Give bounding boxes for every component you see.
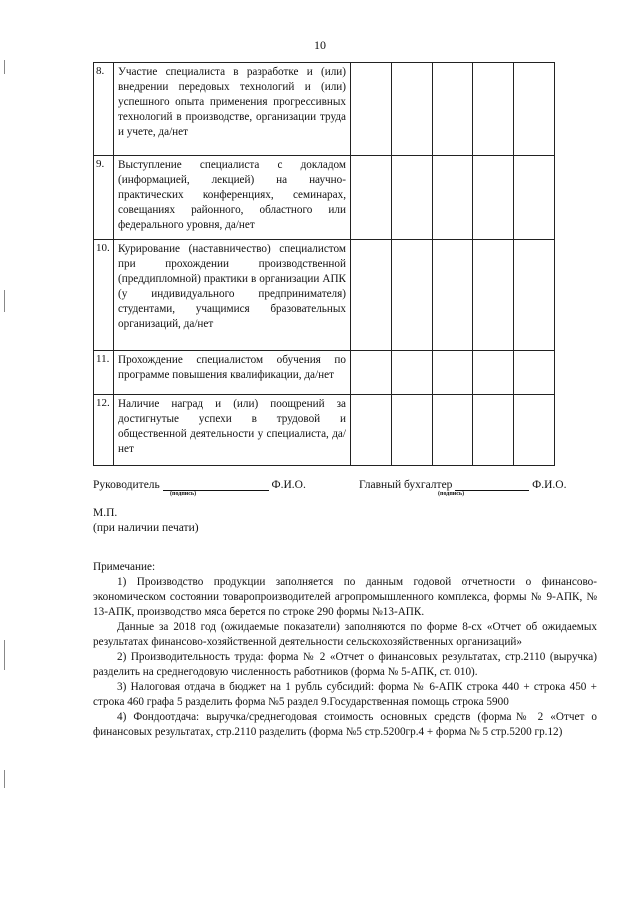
value-cell: [473, 156, 514, 240]
criterion-text: Прохождение специалистом обучения по программе повышения квалификации, да/нет: [114, 351, 351, 395]
value-cell: [473, 63, 514, 156]
table-row: [94, 240, 555, 351]
page-number: 10: [314, 38, 326, 52]
note-item: Данные за 2018 год (ожидаемые показатели) заполняются по форме 8-сх «Отчет об ожидаемых результатах финансово-хозяйственной деятельности сельскохозяйственных организаций»: [93, 621, 597, 648]
accountant-signature-block: [359, 478, 567, 491]
note-item: 2) Производительность труда: форма № 2 «Отчет о финансовых результатах, стр.2110 (выручка) разделить на среднегодовую численность работников (форма № 5-АПК, ст. 010).: [93, 651, 597, 678]
value-cell: [432, 156, 473, 240]
head-label: Руководитель: [93, 479, 160, 491]
value-cell: [514, 395, 555, 466]
table-row: [94, 351, 555, 395]
value-cell: [351, 240, 392, 351]
accountant-signature-hint: (подпись): [438, 491, 465, 497]
value-cell: [391, 156, 432, 240]
criterion-text: Курирование (наставничество) специалистом при прохождении производственной (преддипломной) практики в организации АПК (у индивидуального предпринимателя) студентами, учащимися бразовательных организаций, да/нет: [114, 240, 351, 351]
note-item: 1) Производство продукции заполняется по данным годовой отчетности о финансово-экономическом состоянии товаропроизводителей агропромышленного комплекса, формы № 9-АПК, № 13-АПК, производство мяса берется по строке 290 формы №13-АПК.: [93, 576, 597, 618]
table-row: [94, 156, 555, 240]
note-item: 3) Налоговая отдача в бюджет на 1 рубль субсидий: форма № 6-АПК строка 440 + строка 450 + строка 460 графа 5 разделить форма №5 раздел 9.Государственная помощь строка 5900: [93, 681, 597, 708]
table-row: [94, 395, 555, 466]
note-item: 4) Фондоотдача: выручка/среднегодовая стоимость основных средств (форма№ 2 «Отчет о финансовых результатах, стр.2110 разделить (форма №5 стр.5200гр.4 + форма № 5 стр.5200 гр.12): [93, 711, 597, 738]
value-cell: [514, 240, 555, 351]
value-cell: [473, 240, 514, 351]
stamp-block: [93, 506, 199, 536]
head-signature-line[interactable]: [163, 478, 269, 491]
notes-section: [93, 560, 597, 740]
value-cell: [351, 63, 392, 156]
value-cell: [391, 240, 432, 351]
value-cell: [514, 63, 555, 156]
criterion-text: Наличие наград и (или) поощрений за достигнутые успехи в трудовой и общественной деятельности у специалиста, да/нет: [114, 395, 351, 466]
value-cell: [391, 395, 432, 466]
row-number: 12.: [94, 395, 114, 466]
head-signature-block: [93, 478, 306, 491]
criterion-text: Выступление специалиста с докладом (информацией, лекцией) на научно-практических конференциях, семинарах, совещаниях районного, областного или федерального уровня, да/нет: [114, 156, 351, 240]
scan-edge-mark: [4, 640, 5, 670]
row-number: 10.: [94, 240, 114, 351]
scan-edge-mark: [4, 290, 5, 312]
head-fio: Ф.И.О.: [271, 479, 306, 491]
accountant-fio: Ф.И.О.: [532, 479, 567, 491]
value-cell: [351, 156, 392, 240]
value-cell: [391, 351, 432, 395]
value-cell: [514, 351, 555, 395]
value-cell: [432, 351, 473, 395]
row-number: 8.: [94, 63, 114, 156]
value-cell: [432, 395, 473, 466]
value-cell: [473, 351, 514, 395]
value-cell: [432, 240, 473, 351]
stamp-note: (при наличии печати): [93, 522, 199, 534]
value-cell: [432, 63, 473, 156]
stamp-mark: М.П.: [93, 507, 118, 519]
value-cell: [351, 395, 392, 466]
table-row: [94, 63, 555, 156]
criteria-table: [93, 62, 555, 466]
value-cell: [514, 156, 555, 240]
value-cell: [391, 63, 432, 156]
criterion-text: Участие специалиста в разработке и (или) внедрении передовых технологий и (или) успешного опыта применения прогрессивных технологий в производстве, организации труда и учете, да/нет: [114, 63, 351, 156]
scan-edge-mark: [4, 770, 5, 788]
accountant-signature-line[interactable]: [455, 478, 529, 491]
row-number: 11.: [94, 351, 114, 395]
head-signature-hint: (подпись): [170, 491, 197, 497]
row-number: 9.: [94, 156, 114, 240]
notes-title: Примечание:: [93, 561, 156, 573]
scan-edge-mark: [4, 60, 5, 74]
value-cell: [473, 395, 514, 466]
accountant-label: Главный бухгалтер: [359, 479, 453, 491]
value-cell: [351, 351, 392, 395]
